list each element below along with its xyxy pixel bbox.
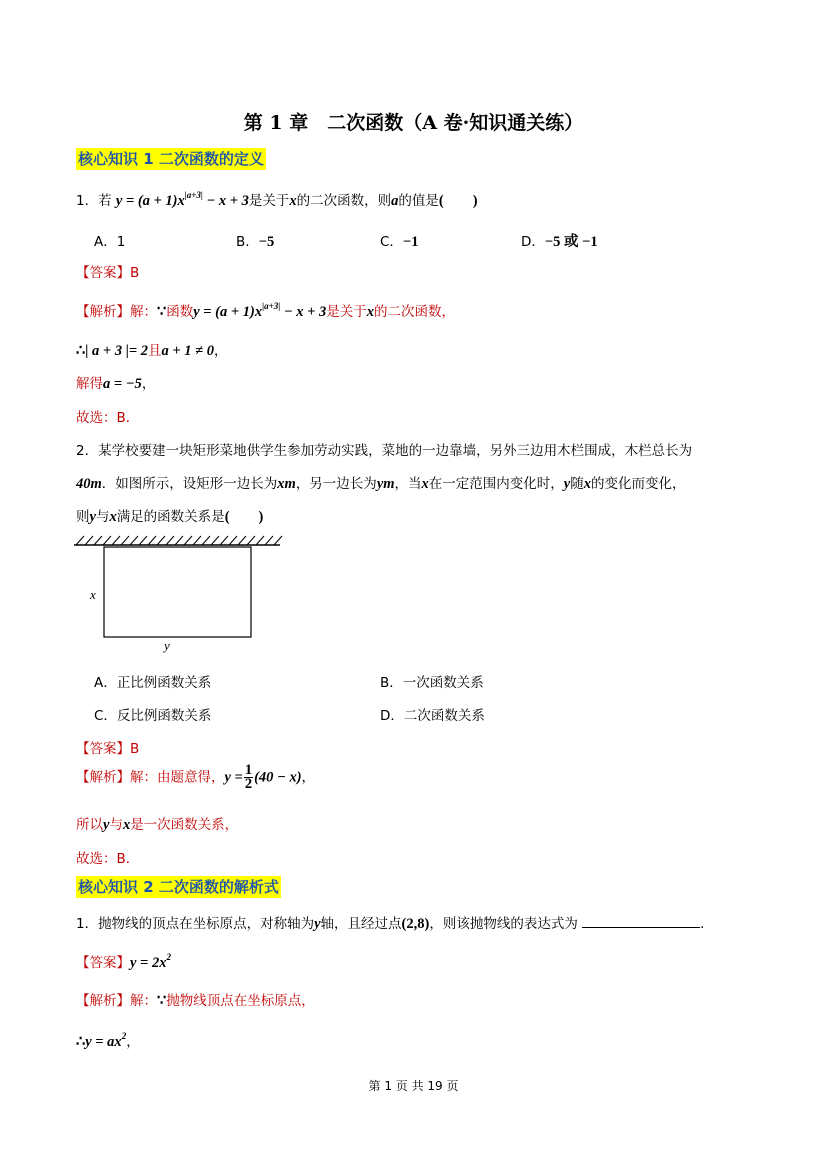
wall-hatching (74, 536, 282, 545)
fill-in-blank[interactable] (582, 915, 700, 928)
question-text: 的二次函数，则 (296, 193, 392, 209)
question-1 (76, 189, 478, 210)
math-variable: x (289, 193, 297, 209)
option-d: D．−5 或 −1 (521, 234, 598, 250)
section-heading-2: 核心知识 2 二次函数的解析式 (78, 878, 279, 896)
question-2-line-1: 2．某学校要建一块矩形菜地供学生参加劳动实践，菜地的一边靠墙，另外三边用木栏围成，木栏总长为 (76, 443, 693, 459)
question-text: 若 (98, 193, 112, 209)
option-b: B．−5 (236, 234, 275, 250)
answer-3: 【答案】$y = 2x^2$ (76, 952, 171, 971)
analysis-1-line-2: ∴| a + 3 |= 2且a + 1 ≠ 0， (76, 343, 228, 359)
analysis-2-line-3: 故选：B． (76, 851, 140, 867)
question-2-line-2: 40m．如图所示，设矩形一边长为xm，另一边长为ym，当x在一定范围内变化时，y随x的变化而变化， (76, 476, 686, 492)
option-d: D．二次函数关系 (380, 708, 485, 724)
question-text: 的值是 (398, 193, 439, 209)
question-2-line-3: 则y与x满足的函数关系是( ) (76, 509, 264, 525)
question-3: 1．抛物线的顶点在坐标原点，对称轴为y轴，且经过点(2,8)，则该抛物线的表达式为 ． (76, 916, 714, 932)
side-label-y: y (164, 638, 170, 653)
analysis-1-line-3: 解得a = −5， (76, 376, 156, 392)
rectangle-figure (72, 533, 284, 653)
analysis-3-line-1: 【解析】解：∵抛物线顶点在坐标原点， (76, 993, 315, 1009)
option-b: B．一次函数关系 (380, 675, 484, 691)
answer-2: 【答案】B (76, 741, 140, 757)
question-text: 是关于 (248, 193, 290, 209)
garden-rectangle (104, 547, 251, 637)
page-footer: 第 1 页 共 19 页 (368, 1079, 459, 1093)
analysis-2-line-1: 【解析】解：由题意得，y = $\frac{1}{2}$ (40 − x)， (76, 762, 316, 792)
answer-1: 【答案】B (76, 265, 140, 281)
analysis-1-line-1: 【解析】解：∵函数$y = (a + 1)x^{|a+3|} - x + 3$是关于x的二次函数， (76, 301, 456, 320)
analysis-1-line-4: 故选：B． (76, 410, 140, 426)
page-title: 第 1 章 二次函数（A 卷·知识通关练） (243, 112, 584, 134)
question-number: 1． (76, 193, 99, 209)
option-a: A．1 (94, 234, 126, 250)
side-label-x: x (90, 587, 96, 602)
answer-paren: ( ) (438, 193, 478, 209)
section-heading-1: 核心知识 1 二次函数的定义 (78, 150, 264, 168)
analysis-3-line-2: ∴y = $ax^2$， (76, 1031, 140, 1050)
math-variable: a (391, 193, 399, 209)
analysis-2-line-2: 所以y与x是一次函数关系， (76, 817, 239, 833)
option-c: C．反比例函数关系 (94, 708, 212, 724)
option-c: C．−1 (380, 234, 419, 250)
math-expression: $y = (a + 1)x^{|a+3|} - x + 3$ (115, 190, 249, 209)
option-a: A．正比例函数关系 (94, 675, 212, 691)
